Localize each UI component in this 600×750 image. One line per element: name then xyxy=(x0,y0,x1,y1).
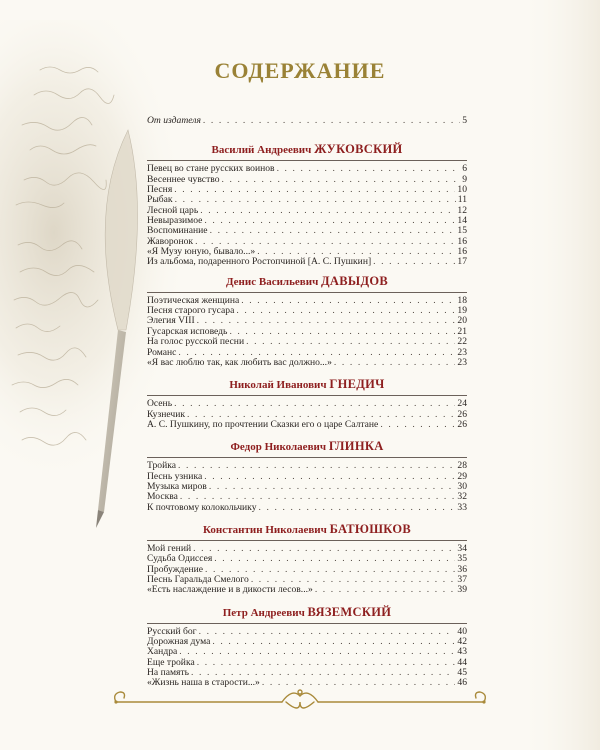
entry-page: 10 xyxy=(457,184,467,196)
dot-leader xyxy=(174,185,455,195)
author-given-name: Николай Иванович xyxy=(229,379,327,392)
entry-title: «Есть наслаждение и в дикости лесов...» xyxy=(147,584,313,596)
dot-leader xyxy=(178,461,455,471)
entry-title: А. С. Пушкину, по прочтении Сказки его о царе Салтане xyxy=(147,418,379,430)
author-family-name: ДАВЫДОВ xyxy=(321,273,389,288)
entry-title: Певец во стане русских воинов xyxy=(147,163,275,175)
entry-page: 5 xyxy=(462,115,467,126)
entry-title: Песнь узника xyxy=(147,470,203,482)
entry-page: 30 xyxy=(457,480,467,492)
entry-title: Москва xyxy=(147,491,178,503)
author-given-name: Петр Андреевич xyxy=(222,606,305,619)
entry-page: 23 xyxy=(457,346,467,358)
entry-page: 12 xyxy=(457,204,467,216)
dot-leader xyxy=(203,116,460,126)
dot-leader xyxy=(210,226,456,236)
author-family-name: ЖУКОВСКИЙ xyxy=(314,142,403,157)
dot-leader xyxy=(259,503,456,513)
entry-page: 22 xyxy=(457,336,467,348)
entry-page: 28 xyxy=(457,460,467,472)
toc-entry[interactable] xyxy=(147,482,467,492)
dot-leader xyxy=(175,195,456,205)
entry-page: 21 xyxy=(457,325,467,337)
entry-page: 29 xyxy=(457,470,467,482)
entry-title: Весеннее чувство xyxy=(147,173,220,185)
author-given-name: Федор Николаевич xyxy=(230,441,327,454)
entry-title: Пробуждение xyxy=(147,563,204,575)
dot-leader xyxy=(209,482,456,492)
dot-leader xyxy=(197,658,456,668)
dot-leader xyxy=(222,175,461,185)
entry-page: 26 xyxy=(457,418,467,430)
toc-entry[interactable] xyxy=(147,399,467,409)
author-given-name: Денис Васильевич xyxy=(225,275,319,288)
toc-entry[interactable] xyxy=(147,461,467,471)
author-heading xyxy=(147,377,467,392)
entry-page: 43 xyxy=(457,646,467,658)
author-family-name: ВЯЗЕМСКИЙ xyxy=(307,604,392,619)
dot-leader xyxy=(179,647,455,657)
entry-title: Мой гений xyxy=(147,542,192,554)
dot-leader xyxy=(174,399,455,409)
entry-title: Дорожная дума xyxy=(147,636,211,647)
author-heading xyxy=(147,522,467,537)
toc-entry-publisher[interactable] xyxy=(147,116,467,126)
entry-title: Песнь Гаральда Смелого xyxy=(147,573,249,585)
divider xyxy=(147,540,467,541)
dot-leader xyxy=(197,316,456,326)
entry-page: 45 xyxy=(457,667,467,679)
toc-entry[interactable] xyxy=(147,226,467,236)
entry-page: 33 xyxy=(457,501,467,513)
author-heading xyxy=(147,605,467,620)
author-given-name: Василий Андреевич xyxy=(211,144,312,157)
page-title: СОДЕРЖАНИЕ xyxy=(214,58,386,83)
entry-title: На голос русской песни xyxy=(147,336,245,348)
entry-title: На память xyxy=(147,667,190,679)
entry-title: Невыразимое xyxy=(147,215,203,227)
toc-entry[interactable] xyxy=(147,185,467,195)
entry-title: Осень xyxy=(147,398,173,410)
gold-ornament-divider xyxy=(110,677,490,720)
entry-title: Жаворонок xyxy=(147,235,194,247)
dot-leader xyxy=(204,472,455,482)
entry-title: Элегия VIII xyxy=(147,315,195,327)
dot-leader xyxy=(315,585,456,595)
entry-page: 15 xyxy=(457,225,467,237)
entry-title: Рыбак xyxy=(147,194,173,206)
dot-leader xyxy=(246,337,455,347)
entry-title: Романс xyxy=(147,346,177,358)
entry-title: Хандра xyxy=(147,646,178,658)
dot-leader xyxy=(229,327,455,337)
table-of-contents xyxy=(147,116,467,689)
entry-page: 34 xyxy=(457,542,467,554)
entry-title: «Я Музу юную, бывало...» xyxy=(147,246,256,258)
entry-page: 20 xyxy=(457,315,467,327)
toc-entry[interactable] xyxy=(147,420,467,430)
entry-title: Лесной царь xyxy=(147,204,199,216)
entry-page: 9 xyxy=(462,173,467,185)
entry-title: Песня старого гусара xyxy=(147,305,235,317)
entry-page: 19 xyxy=(457,305,467,317)
author-family-name: БАТЮШКОВ xyxy=(329,521,411,536)
dot-leader xyxy=(236,306,455,316)
author-heading xyxy=(147,439,467,454)
dot-leader xyxy=(380,420,455,430)
entry-title: К почтовому колокольчику xyxy=(147,501,257,513)
author-family-name: ГНЕДИЧ xyxy=(329,377,385,392)
divider xyxy=(147,292,467,293)
toc-entry[interactable] xyxy=(147,585,467,595)
entry-page: 35 xyxy=(457,553,467,565)
entry-title: От издателя xyxy=(147,115,201,126)
dot-leader xyxy=(193,544,455,554)
toc-entry[interactable] xyxy=(147,306,467,316)
entry-page: 6 xyxy=(462,163,467,175)
divider xyxy=(147,160,467,161)
toc-entry[interactable] xyxy=(147,358,467,368)
entry-title: Музыка миров xyxy=(147,480,207,492)
entry-title: Поэтическая женщина xyxy=(147,294,240,306)
section-davydov xyxy=(147,274,467,368)
entry-page: 46 xyxy=(457,677,467,689)
author-given-name: Константин Николаевич xyxy=(203,523,327,536)
dot-leader xyxy=(214,554,455,564)
divider xyxy=(147,623,467,624)
toc-entry[interactable] xyxy=(147,337,467,347)
entry-page: 24 xyxy=(457,398,467,410)
entry-page: 18 xyxy=(457,294,467,306)
entry-page: 23 xyxy=(457,356,467,368)
author-heading xyxy=(147,142,467,157)
entry-title: Воспоминание xyxy=(147,225,208,237)
entry-page: 39 xyxy=(457,584,467,596)
dot-leader xyxy=(204,216,455,226)
author-family-name: ГЛИНКА xyxy=(328,439,384,454)
section-vyazemsky xyxy=(147,605,467,689)
entry-page: 17 xyxy=(457,256,467,268)
entry-title: Песня xyxy=(147,184,173,196)
entry-title: «Жизнь наша в старости...» xyxy=(147,677,260,689)
entry-page: 37 xyxy=(457,573,467,585)
entry-page: 42 xyxy=(457,636,467,647)
entry-title: «Я вас люблю так, как любить вас должно...» xyxy=(147,356,332,368)
section-batyushkov xyxy=(147,522,467,596)
entry-page: 16 xyxy=(457,235,467,247)
entry-page: 36 xyxy=(457,563,467,575)
entry-title: Русский бог xyxy=(147,625,197,637)
entry-page: 26 xyxy=(457,408,467,420)
author-heading xyxy=(147,274,467,289)
entry-title: Из альбома, подаренного Ростопчиной [А. С. Пушкин] xyxy=(147,256,372,268)
toc-entry[interactable] xyxy=(147,637,467,647)
entry-title: Тройка xyxy=(147,460,176,472)
toc-entry[interactable] xyxy=(147,257,467,267)
dot-leader xyxy=(212,637,455,647)
entry-page: 32 xyxy=(457,491,467,503)
entry-page: 40 xyxy=(457,625,467,637)
entry-page: 44 xyxy=(457,656,467,668)
toc-entry[interactable] xyxy=(147,658,467,668)
divider xyxy=(147,395,467,396)
toc-entry[interactable] xyxy=(147,647,467,657)
entry-title: Гусарская исповедь xyxy=(147,325,228,337)
entry-title: Кузнечик xyxy=(147,408,186,420)
dot-leader xyxy=(373,257,455,267)
toc-entry[interactable] xyxy=(147,503,467,513)
toc-entry[interactable] xyxy=(147,175,467,185)
divider xyxy=(147,457,467,458)
dot-leader xyxy=(334,358,456,368)
section-gnedich xyxy=(147,377,467,430)
entry-page: 16 xyxy=(457,246,467,258)
entry-page: 11 xyxy=(457,194,467,206)
dot-leader xyxy=(277,164,461,174)
section-zhukovsky xyxy=(147,142,467,267)
entry-page: 14 xyxy=(457,215,467,227)
dot-leader xyxy=(241,296,455,306)
dot-leader xyxy=(199,627,456,637)
entry-title: Еще тройка xyxy=(147,656,195,668)
section-glinka xyxy=(147,439,467,513)
entry-title: Судьба Одиссея xyxy=(147,553,213,565)
dot-leader xyxy=(200,206,455,216)
